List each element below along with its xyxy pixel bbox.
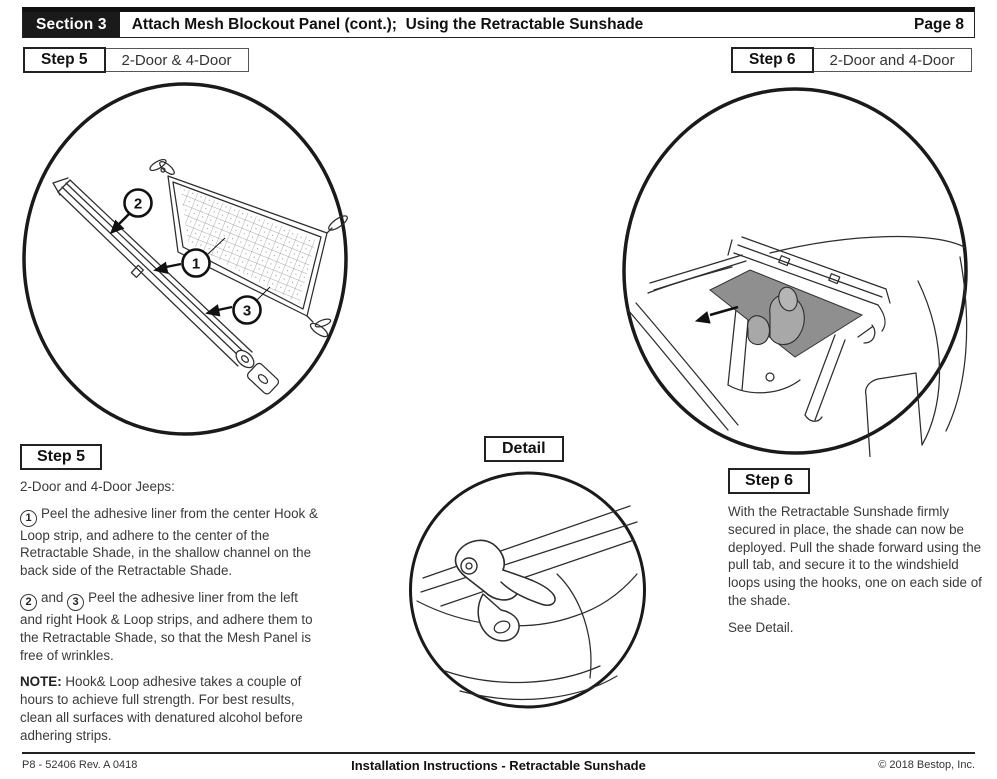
footer-divider [22,752,975,754]
footer-copyright: © 2018 Bestop, Inc. [878,759,975,771]
step5-intro: 2-Door and 4-Door Jeeps: [20,479,175,494]
detail-label: Detail [484,436,564,462]
callout-3-number: 3 [242,302,252,320]
callout-2-icon [125,190,152,217]
page-header [22,7,975,38]
step5-badge-scope: 2-Door & 4-Door [106,48,249,72]
step5-item23-text: Peel the adhesive liner from the left and right Hook & Loop strips, and adhere them to the Retractable Shade, so that the Mesh Panel is free of wrinkles. [20,590,313,663]
callout-3-icon [234,297,261,324]
circled-1-icon: 1 [20,510,37,527]
circled-3-icon: 3 [67,594,84,611]
circled-2-icon: 2 [20,594,37,611]
step6-top-badge [731,47,972,73]
step6-circle-frame [624,89,966,453]
callout-1-number: 1 [191,255,201,273]
section-badge: Section 3 [23,12,120,37]
step5-badge-label: Step 5 [23,47,106,73]
callout-2-number: 2 [133,195,143,213]
footer-part-number: P8 - 52406 Rev. A 0418 [22,759,138,771]
step5-item1-text: Peel the adhesive liner from the center Hook & Loop strip, and adhere to the center of the Retractable Shade, in the shallow channel on the back side of the Retractable Shade. [20,505,318,579]
step5-item23 [20,589,323,664]
note-text: Hook& Loop adhesive takes a couple of hours to achieve full strength. For best results, clean all surfaces with denatured alcohol before adhering strips. [20,674,303,743]
note-label: NOTE: [20,674,62,690]
detail-illustration [405,466,650,716]
step5-text-column [20,478,323,754]
page-title: Attach Mesh Blockout Panel (cont.); Using the Retractable Sunshade [131,15,644,33]
step6-badge-label: Step 6 [731,47,814,73]
step5-top-badge [23,47,249,73]
step5-item1 [20,505,323,580]
step6-see-detail: See Detail. [728,619,794,635]
step6-text-column [728,503,982,646]
step6-body: With the Retractable Sunshade firmly secured in place, the shade can now be deployed. Pull the shade forward using the pull tab, and secure it to the windshield loops using the hooks, one on each side of the shade. [728,504,982,609]
footer-doc-title: Installation Instructions - Retractable Sunshade [351,758,646,773]
step5-illustration [20,80,350,438]
step6-illustration [620,85,970,457]
step6-heading: Step 6 [728,468,810,494]
step5-heading: Step 5 [20,444,102,470]
step5-note [20,673,323,744]
page-number: Page 8 [914,15,964,33]
step6-badge-scope: 2-Door and 4-Door [814,48,972,72]
callout-1-icon [183,250,210,277]
step5-item23-joiner: and [41,590,64,606]
